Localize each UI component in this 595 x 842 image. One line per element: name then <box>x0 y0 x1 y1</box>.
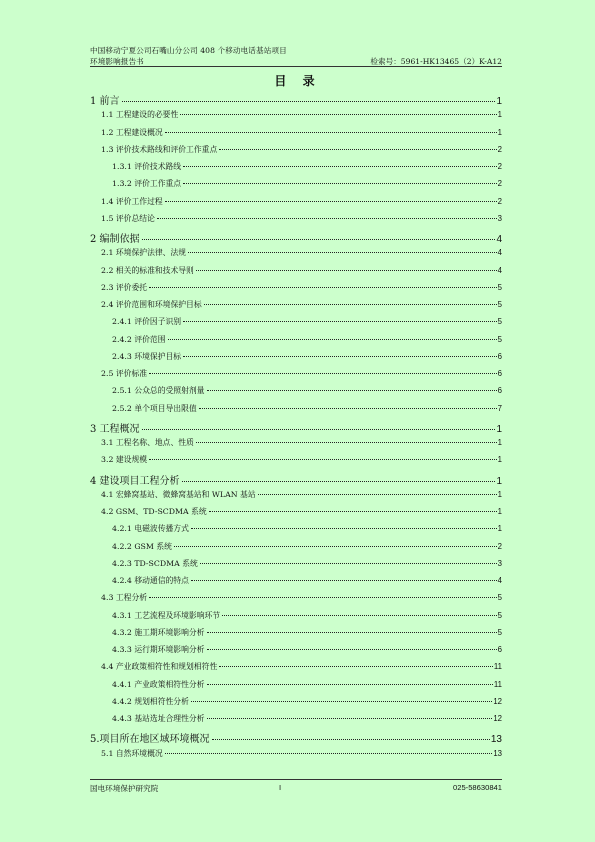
toc-entry-page: 2 <box>497 196 502 206</box>
toc-entry-label: 2.5.1 公众总的受照射剂量 <box>112 386 205 396</box>
header-rule <box>90 66 502 67</box>
toc-entry-page: 13 <box>490 734 502 746</box>
header-doc-type: 环境影响报告书 <box>90 57 144 66</box>
toc-entry[interactable] <box>90 351 502 362</box>
toc-entry[interactable] <box>90 523 502 534</box>
toc-entry[interactable] <box>90 282 502 293</box>
toc-entry-label: 2.5.2 单个项目导出限值 <box>112 403 197 413</box>
toc-leader-dots <box>222 615 497 616</box>
toc-entry-label: 4.4.3 基站选址合理性分析 <box>112 714 205 723</box>
toc-entry[interactable] <box>90 196 502 207</box>
toc-entry[interactable] <box>90 489 502 500</box>
toc-entry-label: 3 工程概况 <box>90 423 140 435</box>
toc-entry[interactable] <box>90 334 502 345</box>
toc-entry-label: 4.3.3 运行期环境影响分析 <box>112 645 205 654</box>
toc-entry-label: 1.4 评价工作过程 <box>101 196 163 206</box>
toc-leader-dots <box>258 494 497 495</box>
toc-entry-label: 4.2.4 移动通信的特点 <box>112 576 189 585</box>
toc-entry-label: 4.4.2 规划相符性分析 <box>112 696 189 706</box>
toc-entry[interactable] <box>90 109 502 120</box>
toc-entry-label: 4.1 宏蜂窝基站、微蜂窝基站和 WLAN 基站 <box>101 489 256 499</box>
toc-entry-page: 1 <box>497 127 502 137</box>
toc-entry[interactable] <box>90 403 502 414</box>
toc-entry-label: 2.4.1 评价因子识别 <box>112 317 182 327</box>
toc-entry-page: 1 <box>497 455 502 465</box>
toc-entry-label: 1.1 工程建设的必要性 <box>101 110 179 120</box>
toc-entry[interactable] <box>90 92 502 107</box>
toc-leader-dots <box>196 270 497 271</box>
toc-leader-dots <box>209 511 497 512</box>
toc-entry-page: 7 <box>497 403 502 413</box>
toc-entry-label: 5.1 自然环境概况 <box>101 748 163 758</box>
toc-entry-page: 5 <box>497 610 502 620</box>
toc-entry-page: 1 <box>497 438 502 447</box>
toc-leader-dots <box>191 528 497 529</box>
toc-leader-dots <box>183 356 497 357</box>
toc-leader-dots <box>149 459 497 460</box>
toc-leader-dots <box>165 132 497 133</box>
toc-entry-page: 1 <box>497 489 502 499</box>
toc-entry-page: 11 <box>493 662 502 672</box>
toc-leader-dots <box>183 321 497 322</box>
toc-leader-dots <box>165 201 497 202</box>
toc-title: 目 录 <box>274 74 321 88</box>
toc-entry[interactable] <box>90 592 502 603</box>
toc-entry[interactable] <box>90 247 502 258</box>
toc-entry[interactable] <box>90 265 502 276</box>
toc-leader-dots <box>200 563 497 564</box>
toc-entry[interactable] <box>90 178 502 189</box>
toc-entry-page: 4 <box>496 234 502 245</box>
toc-entry-label: 2.2 相关的标准和技术导则 <box>101 265 194 275</box>
toc-entry-page: 4 <box>497 576 502 585</box>
toc-entry-label: 2 编制依据 <box>90 234 140 245</box>
toc-entry-page: 12 <box>493 714 502 723</box>
toc-leader-dots <box>157 218 497 219</box>
toc-entry-page: 2 <box>497 179 502 189</box>
toc-entry-page: 2 <box>497 144 502 154</box>
footer-organization: 国电环境保护研究院 <box>90 784 159 793</box>
toc-leader-dots <box>191 580 497 581</box>
toc-entry-label: 2.4.2 评价范围 <box>112 334 166 344</box>
footer-phone: 025-58630841 <box>453 783 502 792</box>
toc-entry[interactable] <box>90 713 502 724</box>
toc-entry[interactable] <box>90 299 502 310</box>
toc-entry-label: 4.2 GSM、TD-SCDMA 系统 <box>101 507 207 516</box>
toc-entry[interactable] <box>90 230 502 245</box>
footer-page-number: I <box>279 783 282 792</box>
toc-leader-dots <box>196 442 497 443</box>
toc-entry-label: 2.1 环境保护法律、法规 <box>101 248 187 258</box>
toc-entry-label: 4 建设项目工程分析 <box>90 475 180 487</box>
toc-entry-label: 2.5 评价标准 <box>101 369 148 378</box>
header-reference-number: 检索号：5961-HK13465（2）K-A12 <box>370 57 502 66</box>
header-project-title: 中国移动宁夏公司石嘴山分公司 408 个移动电话基站项目 <box>90 46 287 55</box>
toc-entry[interactable] <box>90 144 502 155</box>
toc-entry-page: 4 <box>497 248 502 258</box>
toc-entry[interactable] <box>90 161 502 172</box>
toc-leader-dots <box>212 739 490 740</box>
toc-entry-page: 1 <box>497 507 502 516</box>
toc-entry[interactable] <box>90 627 502 638</box>
toc-leader-dots <box>199 408 497 409</box>
toc-entry-page: 5 <box>497 334 502 344</box>
toc-entry[interactable] <box>90 213 502 224</box>
toc-entry-label: 3.2 建设规模 <box>101 455 148 465</box>
toc-entry-label: 4.4.1 产业政策相符性分析 <box>112 679 205 689</box>
toc-entry-page: 6 <box>497 351 502 361</box>
toc-entry-page: 5 <box>497 282 502 292</box>
toc-entry-label: 4.2.2 GSM 系统 <box>112 541 172 551</box>
toc-leader-dots <box>168 339 497 340</box>
toc-entry-page: 2 <box>497 162 502 171</box>
toc-entry-page: 3 <box>497 213 502 223</box>
toc-leader-dots <box>204 304 497 305</box>
toc-entry[interactable] <box>90 748 502 759</box>
toc-entry-page: 13 <box>493 748 502 758</box>
toc-entry-page: 11 <box>493 679 502 689</box>
toc-leader-dots <box>149 287 497 288</box>
toc-entry-label: 4.3 工程分析 <box>101 593 148 603</box>
toc-entry[interactable] <box>90 316 502 327</box>
toc-entry-page: 3 <box>497 558 502 568</box>
toc-entry[interactable] <box>90 127 502 138</box>
toc-entry[interactable] <box>90 644 502 655</box>
toc-entry[interactable] <box>90 610 502 621</box>
toc-leader-dots <box>219 149 496 150</box>
toc-entry-page: 1 <box>496 475 502 487</box>
toc-leader-dots <box>188 252 497 253</box>
toc-leader-dots <box>183 166 497 167</box>
toc-entry-label: 4.3.2 施工期环境影响分析 <box>112 627 205 637</box>
toc-entry-page: 2 <box>497 541 502 551</box>
toc-entry-label: 2.3 评价委托 <box>101 282 148 292</box>
toc-leader-dots <box>207 718 493 719</box>
toc-entry[interactable] <box>90 385 502 396</box>
toc-entry-page: 5 <box>497 593 502 603</box>
toc-leader-dots <box>149 597 497 598</box>
toc-leader-dots <box>207 390 497 391</box>
toc-leader-dots <box>219 666 493 667</box>
toc-leader-dots <box>174 546 497 547</box>
toc-entry[interactable] <box>90 437 502 448</box>
toc-entry[interactable] <box>90 696 502 707</box>
toc-entry[interactable] <box>90 368 502 379</box>
toc-entry[interactable] <box>90 575 502 586</box>
toc-leader-dots <box>207 684 493 685</box>
toc-entry-page: 6 <box>497 386 502 396</box>
toc-leader-dots <box>191 701 492 702</box>
toc-entry-page: 5 <box>497 627 502 637</box>
toc-entry-page: 12 <box>493 696 502 706</box>
toc-leader-dots <box>207 632 497 633</box>
toc-entry-label: 1.5 评价总结论 <box>101 213 155 223</box>
toc-entry-page: 1 <box>496 423 502 435</box>
toc-leader-dots <box>142 239 496 240</box>
toc-entry[interactable] <box>90 454 502 465</box>
toc-entry-label: 2.4 评价范围和环境保护目标 <box>101 300 202 309</box>
toc-entry[interactable] <box>90 730 502 745</box>
toc-entry-label: 5.项目所在地区域环境概况 <box>90 734 210 746</box>
toc-entry[interactable] <box>90 558 502 569</box>
toc-entry-label: 1 前言 <box>90 96 120 107</box>
toc-leader-dots <box>180 114 496 115</box>
toc-entry[interactable] <box>90 420 502 435</box>
toc-leader-dots <box>122 101 496 102</box>
toc-entry-label: 4.4 产业政策相符性和规划相符性 <box>101 662 218 672</box>
toc-leader-dots <box>183 183 497 184</box>
toc-entry-page: 4 <box>497 265 502 275</box>
footer-rule <box>90 779 502 780</box>
toc-leader-dots <box>165 753 493 754</box>
toc-entry-label: 4.3.1 工艺流程及环境影响环节 <box>112 610 221 620</box>
toc-entry-label: 3.1 工程名称、地点、性质 <box>101 438 194 447</box>
toc-entry[interactable] <box>90 506 502 517</box>
toc-entry-page: 5 <box>497 300 502 309</box>
toc-entry-page: 1 <box>497 110 502 120</box>
toc-entry[interactable] <box>90 472 502 487</box>
toc-entry-label: 1.3 评价技术路线和评价工作重点 <box>101 144 218 154</box>
toc-entry-page: 1 <box>497 524 502 534</box>
toc-entry[interactable] <box>90 541 502 552</box>
toc-entry-label: 1.2 工程建设概况 <box>101 127 163 137</box>
toc-entry[interactable] <box>90 679 502 690</box>
toc-entry-page: 1 <box>496 96 502 107</box>
toc-entry-label: 1.3.2 评价工作重点 <box>112 179 182 189</box>
toc-leader-dots <box>182 481 496 482</box>
toc-entry-label: 4.2.1 电磁波传播方式 <box>112 524 189 534</box>
toc-entry[interactable] <box>90 661 502 672</box>
toc-leader-dots <box>207 649 497 650</box>
toc-entry-label: 4.2.3 TD-SCDMA 系统 <box>112 558 198 568</box>
toc-leader-dots <box>149 373 497 374</box>
toc-entry-page: 6 <box>497 369 502 378</box>
toc-entry-page: 6 <box>497 645 502 654</box>
toc-entry-page: 5 <box>497 317 502 327</box>
toc-entry-label: 2.4.3 环境保护目标 <box>112 351 182 361</box>
toc-entry-label: 1.3.1 评价技术路线 <box>112 162 182 171</box>
toc-leader-dots <box>142 429 496 430</box>
